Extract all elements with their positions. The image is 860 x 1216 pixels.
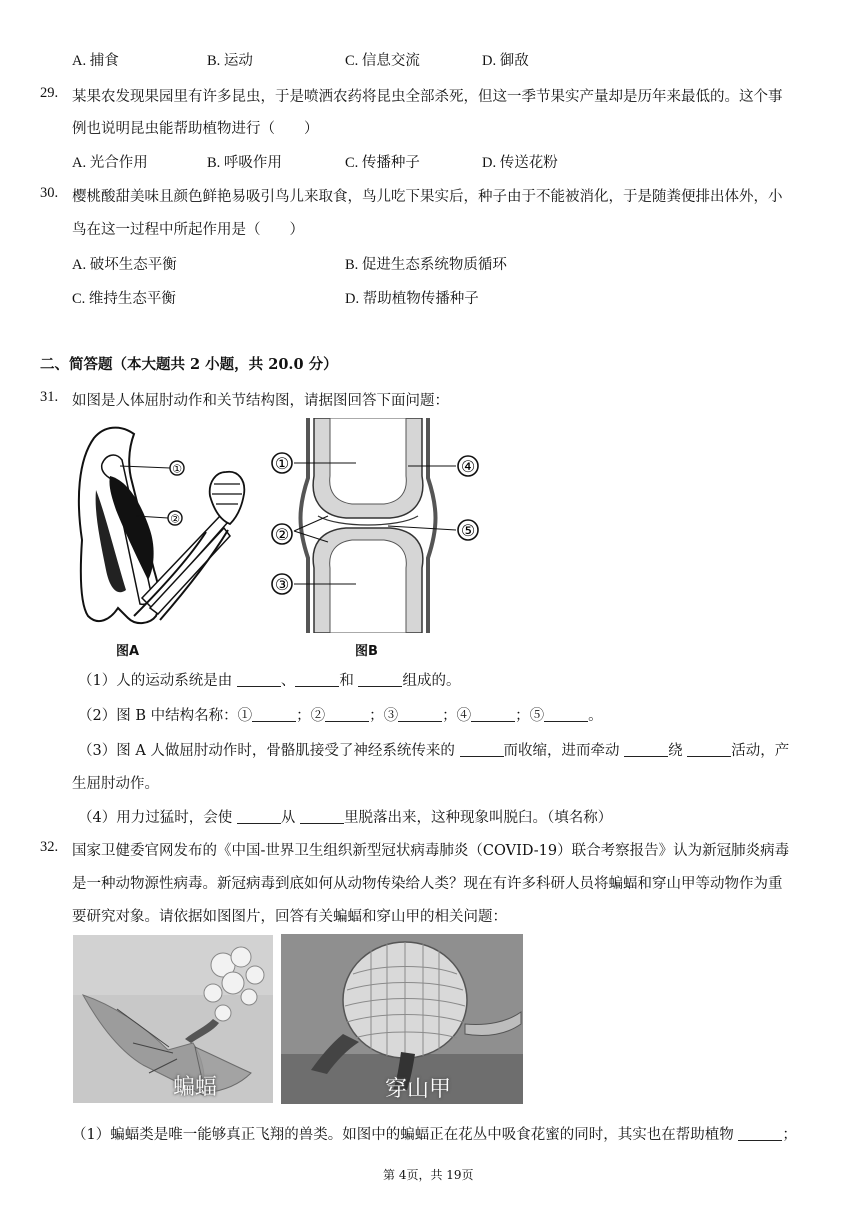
figure-a-caption: 图A xyxy=(116,644,140,659)
q31-sub1: （1）人的运动系统是由 、 和 组成的。 xyxy=(78,673,461,689)
answer-blank[interactable] xyxy=(624,742,668,757)
figure-b-marker-4: ④ xyxy=(460,457,476,476)
figure-b-marker-3: ③ xyxy=(274,575,290,594)
answer-blank[interactable] xyxy=(398,707,442,722)
q29-option-a: A. 光合作用 xyxy=(72,155,148,171)
q32-number: 32. xyxy=(40,839,59,855)
answer-blank[interactable] xyxy=(460,742,504,757)
q29-stem-line1: 某果农发现果园里有许多昆虫，于是喷洒农药将昆虫全部杀死，但这一季节果实产量却是历年来最低的。这个事 xyxy=(72,89,783,105)
q30-option-a: A. 破坏生态平衡 xyxy=(72,257,177,273)
answer-blank[interactable] xyxy=(325,707,369,722)
q28-option-d: D. 御敌 xyxy=(482,53,529,69)
q32-stem-line1: 国家卫健委官网发布的《中国-世界卫生组织新型冠状病毒肺炎（COVID-19）联合考察报告》认为新冠肺炎病毒 xyxy=(72,843,790,859)
q32-stem-line3: 要研究对象。请依据如图图片，回答有关蝙蝠和穿山甲的相关问题： xyxy=(72,909,507,925)
q28-option-c: C. 信息交流 xyxy=(345,53,420,69)
pangolin-photo xyxy=(281,934,523,1104)
q31-sub3-line2: 生屈肘动作。 xyxy=(72,776,159,792)
q29-number: 29. xyxy=(40,85,59,101)
q30-option-d: D. 帮助植物传播种子 xyxy=(345,291,479,307)
q29-option-b: B. 呼吸作用 xyxy=(207,155,282,171)
answer-blank[interactable] xyxy=(544,707,588,722)
answer-blank[interactable] xyxy=(738,1126,782,1141)
answer-blank[interactable] xyxy=(237,672,281,687)
figure-a-marker-1: ① xyxy=(172,462,182,476)
q30-option-b: B. 促进生态系统物质循环 xyxy=(345,257,507,273)
q30-option-c: C. 维持生态平衡 xyxy=(72,291,176,307)
answer-blank[interactable] xyxy=(237,809,281,824)
q31-intro: 如图是人体屈肘动作和关节结构图，请据图回答下面问题： xyxy=(72,393,449,409)
figure-b-caption: 图B xyxy=(355,644,378,659)
q31-sub3: （3）图 A 人做屈肘动作时，骨骼肌接受了神经系统传来的 而收缩，进而牵动 绕 活动，产 xyxy=(78,743,790,759)
answer-blank[interactable] xyxy=(687,742,731,757)
q30-number: 30. xyxy=(40,185,59,201)
pangolin-photo-label: 穿山甲 xyxy=(385,1077,452,1102)
bat-photo xyxy=(73,935,273,1103)
figure-a-marker-2: ② xyxy=(170,512,180,526)
q30-stem-line2: 鸟在这一过程中所起作用是（ ） xyxy=(72,222,304,238)
answer-blank[interactable] xyxy=(471,707,515,722)
q32-sub1: （1）蝙蝠类是唯一能够真正飞翔的兽类。如图中的蝙蝠正在花丛中吸食花蜜的同时，其实也在帮助植物 ； xyxy=(72,1127,797,1143)
answer-blank[interactable] xyxy=(300,809,344,824)
page-number: 第 4页，共 19页 xyxy=(383,1168,474,1182)
q31-number: 31. xyxy=(40,389,59,405)
answer-blank[interactable] xyxy=(358,672,402,687)
bat-photo-label: 蝙蝠 xyxy=(173,1075,218,1100)
q31-sub2: （2）图 B 中结构名称：① ；② ；③ ；④ ；⑤ 。 xyxy=(78,708,603,724)
q29-option-d: D. 传送花粉 xyxy=(482,155,558,171)
figure-b-marker-5: ⑤ xyxy=(460,521,476,540)
q29-option-c: C. 传播种子 xyxy=(345,155,420,171)
q29-stem-line2: 例也说明昆虫能帮助植物进行（ ） xyxy=(72,121,319,137)
figure-a-arm xyxy=(70,420,250,630)
q28-option-b: B. 运动 xyxy=(207,53,253,69)
answer-blank[interactable] xyxy=(295,672,339,687)
figure-b-marker-1: ① xyxy=(274,454,290,473)
q32-stem-line2: 是一种动物源性病毒。新冠病毒到底如何从动物传染给人类？现在有许多科研人员将蝙蝠和穿山甲等动物作为重 xyxy=(72,876,783,892)
section-heading: 二、简答题（本大题共 2 小题，共 20.0 分） xyxy=(40,356,338,373)
figure-b-joint xyxy=(258,418,498,633)
figure-b-marker-2: ② xyxy=(274,525,290,544)
q28-option-a: A. 捕食 xyxy=(72,53,119,69)
q31-sub4: （4）用力过猛时，会使 从 里脱落出来，这种现象叫脱臼。（填名称） xyxy=(78,810,613,826)
q30-stem-line1: 樱桃酸甜美味且颜色鲜艳易吸引鸟儿来取食，鸟儿吃下果实后，种子由于不能被消化，于是随粪便排出体外，小 xyxy=(72,189,783,205)
answer-blank[interactable] xyxy=(252,707,296,722)
